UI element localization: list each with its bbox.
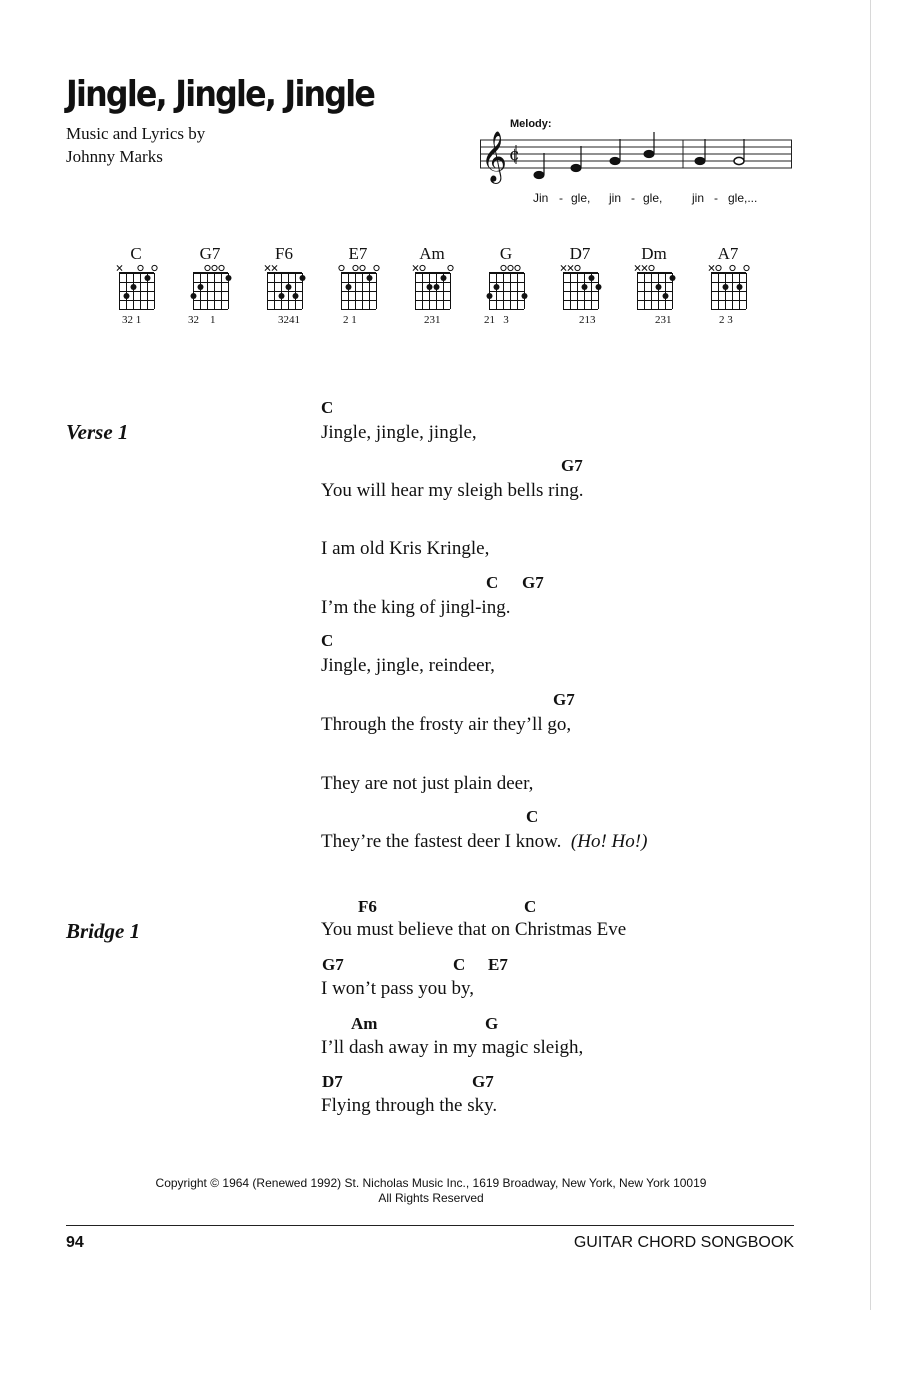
finger-dot (124, 293, 130, 299)
muted-string-icon (709, 265, 714, 270)
cut-time-icon: ¢ (509, 145, 520, 165)
open-string-icon (508, 265, 513, 270)
lyric-line: I am old Kris Kringle, (321, 538, 490, 559)
muted-string-icon (265, 265, 270, 270)
open-string-icon (374, 265, 379, 270)
chord-symbol: C (321, 631, 334, 650)
chord-symbol: G7 (322, 955, 344, 974)
chord-diagram-name: G7 (199, 244, 221, 263)
finger-dot (656, 284, 662, 290)
melody-syllable: jin (609, 191, 622, 205)
muted-string-icon (413, 265, 418, 270)
open-string-icon (515, 265, 520, 270)
chord-symbol: G (485, 1014, 499, 1033)
fretboard-nut (637, 272, 672, 274)
finger-dot (596, 284, 602, 290)
open-string-icon (420, 265, 425, 270)
finger-dot (279, 293, 285, 299)
finger-dot (286, 284, 292, 290)
song-title: Jingle, Jingle, Jingle (66, 74, 375, 115)
open-string-icon (205, 265, 210, 270)
chord-fingering: 2 3 (719, 314, 733, 326)
copyright-notice: Copyright © 1964 (Renewed 1992) St. Nicholas Music Inc., 1619 Broadway, New York, New York 10019 (155, 1176, 707, 1190)
chord-diagram-name: G (499, 244, 513, 263)
lyric-line: I won’t pass you by, (321, 978, 475, 999)
chord-diagram-am (412, 263, 454, 315)
finger-dot (293, 293, 299, 299)
chord-fingering: 2 1 (343, 314, 357, 326)
finger-dot (367, 275, 373, 281)
chord-symbol: Am (351, 1014, 378, 1033)
finger-dot (131, 284, 137, 290)
finger-dot (191, 293, 197, 299)
page-number: 94 (66, 1234, 84, 1251)
open-string-icon (360, 265, 365, 270)
lyric-line: They are not just plain deer, (321, 773, 534, 794)
muted-string-icon (642, 265, 647, 270)
chord-diagram-name: E7 (348, 244, 368, 263)
chord-fingering: 32 1 (188, 314, 216, 326)
open-string-icon (716, 265, 721, 270)
chord-fingering: 231 (655, 314, 672, 326)
chord-symbol: G7 (472, 1072, 494, 1091)
finger-dot (582, 284, 588, 290)
finger-dot (198, 284, 204, 290)
fretboard-nut (119, 272, 154, 274)
finger-dot (737, 284, 743, 290)
melody-syllable: gle,... (728, 191, 758, 205)
melody-syllable: - (714, 191, 718, 205)
chord-diagram-name: C (130, 244, 142, 263)
chord-fingering: 21 3 (484, 314, 509, 326)
melody-syllable: jin (692, 191, 705, 205)
lyric-line (321, 831, 647, 853)
open-string-icon (744, 265, 749, 270)
finger-dot (589, 275, 595, 281)
chord-symbol: E7 (488, 955, 508, 974)
chord-diagram-name: A7 (717, 244, 739, 263)
finger-dot (522, 293, 528, 299)
chord-diagram-a7 (708, 263, 750, 315)
chord-diagram-name: F6 (275, 244, 293, 263)
lyric-text: They’re the fastest deer I know. (321, 831, 562, 852)
chord-symbol: G7 (522, 573, 544, 592)
open-string-icon (649, 265, 654, 270)
finger-dot (434, 284, 440, 290)
chord-symbol: C (453, 955, 466, 974)
fretboard-nut (341, 272, 376, 274)
finger-dot (670, 275, 676, 281)
open-string-icon (448, 265, 453, 270)
lyric-aside: (Ho! Ho!) (570, 831, 648, 852)
finger-dot (145, 275, 151, 281)
composer-name: Johnny Marks (66, 147, 163, 166)
chord-symbol: C (321, 398, 334, 417)
finger-dot (723, 284, 729, 290)
section-label-verse-1: Verse 1 (66, 420, 129, 444)
fretboard-nut (563, 272, 598, 274)
open-string-icon (152, 265, 157, 270)
lyric-line: Through the frosty air they’ll go, (321, 714, 572, 735)
chord-fingering: 213 (579, 314, 596, 326)
chord-fingering: 3241 (278, 314, 300, 326)
melody-syllable: - (631, 191, 635, 205)
open-string-icon (353, 265, 358, 270)
rights-notice: All Rights Reserved (378, 1191, 484, 1205)
muted-string-icon (568, 265, 573, 270)
chord-symbol: C (526, 807, 539, 826)
muted-string-icon (561, 265, 566, 270)
finger-dot (487, 293, 493, 299)
open-string-icon (339, 265, 344, 270)
open-string-icon (501, 265, 506, 270)
open-string-icon (730, 265, 735, 270)
finger-dot (427, 284, 433, 290)
lyric-line: You will hear my sleigh bells ring. (321, 480, 584, 501)
chord-diagram-f6 (264, 263, 306, 315)
finger-dot (226, 275, 232, 281)
finger-dot (346, 284, 352, 290)
chord-diagram-name: D7 (569, 244, 591, 263)
melody-syllable: gle, (571, 191, 591, 205)
lyric-line: Jingle, jingle, jingle, (321, 422, 477, 443)
chord-symbol: D7 (322, 1072, 343, 1091)
melody-syllable: Jin (533, 191, 549, 205)
chord-diagram-name: Dm (641, 244, 667, 263)
melody-syllable: - (559, 191, 563, 205)
chord-symbol: F6 (358, 897, 377, 916)
finger-dot (663, 293, 669, 299)
chord-symbol: C (486, 573, 499, 592)
lyric-line: Jingle, jingle, reindeer, (321, 655, 495, 676)
lyric-line: You must believe that on Christmas Eve (321, 919, 627, 940)
chord-diagram-g (486, 263, 528, 315)
treble-clef-icon: 𝄞 (481, 131, 508, 182)
chord-diagram-c (116, 263, 158, 315)
lyric-line: Flying through the sky. (321, 1095, 498, 1116)
melody-label: Melody: (510, 118, 552, 130)
page-edge (870, 0, 871, 1310)
fretboard-nut (489, 272, 524, 274)
lyric-line: I’ll dash away in my magic sleigh, (321, 1037, 584, 1058)
chord-symbol: C (524, 897, 537, 916)
chord-diagram-g7 (190, 263, 232, 315)
finger-dot (494, 284, 500, 290)
chord-diagram-name: Am (419, 244, 445, 263)
muted-string-icon (635, 265, 640, 270)
book-title: GUITAR CHORD SONGBOOK (573, 1234, 794, 1251)
finger-dot (300, 275, 306, 281)
fretboard-nut (415, 272, 450, 274)
section-label-bridge-1: Bridge 1 (66, 919, 141, 943)
melody-staff (480, 130, 800, 190)
credit-line: Music and Lyrics by (66, 124, 206, 143)
fretboard-nut (193, 272, 228, 274)
chord-diagram-dm (634, 263, 676, 315)
fretboard-nut (267, 272, 302, 274)
chord-symbol: G7 (561, 456, 583, 475)
fretboard-nut (711, 272, 746, 274)
open-string-icon (575, 265, 580, 270)
open-string-icon (219, 265, 224, 270)
melody-syllable: gle, (643, 191, 663, 205)
lyric-line: I’m the king of jingl-ing. (321, 597, 511, 618)
chord-fingering: 231 (424, 314, 441, 326)
muted-string-icon (272, 265, 277, 270)
chord-diagram-e7 (338, 263, 380, 315)
chord-fingering: 32 1 (122, 314, 142, 326)
chord-symbol: G7 (553, 690, 575, 709)
melody-notes (534, 132, 744, 179)
finger-dot (441, 275, 447, 281)
open-string-icon (138, 265, 143, 270)
muted-string-icon (117, 265, 122, 270)
footer-divider (66, 1225, 794, 1226)
chord-diagram-d7 (560, 263, 602, 315)
open-string-icon (212, 265, 217, 270)
